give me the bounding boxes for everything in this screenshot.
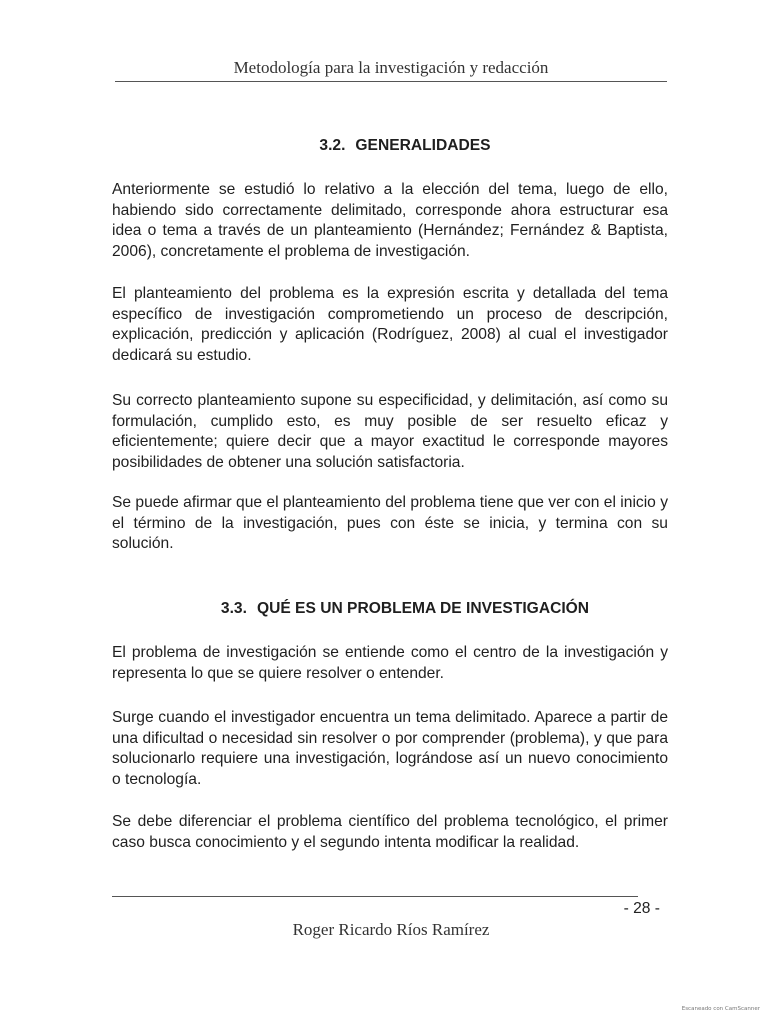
paragraph: Anteriormente se estudió lo relativo a la elección del tema, luego de ello, habiendo sido correctamente delimitado, corresponde ahora estructurar esa idea o tema a través de un planteamiento (Hernández; Fernández & Baptista, 2006), concretamente el problema de investigación. [112, 181, 668, 260]
footer-divider [112, 896, 638, 897]
paragraph: Se puede afirmar que el planteamiento del problema tiene que ver con el inicio y el término de la investigación, pues con éste se inicia, y termina con su solución. [112, 494, 668, 553]
section-title-text: QUÉ ES UN PROBLEMA DE INVESTIGACIÓN [256, 600, 590, 617]
paragraph: El planteamiento del problema es la expresión escrita y detallada del tema específico de investigación comprometiendo un proceso de descripción, explicación, predicción y aplicación (Rodríguez, 2008) al cual el investigador dedicará su estudio. [112, 285, 668, 364]
page-number: - 28 - [623, 900, 660, 917]
paragraph: Su correcto planteamiento supone su especificidad, y delimitación, así como su formulación, cumplido esto, es muy posible de ser resuelto eficaz y eficientemente; quiere decir que a mayor exactitud le corresponde mayores posibilidades de obtener una solución satisfactoria. [112, 392, 668, 471]
paragraph: El problema de investigación se entiende como el centro de la investigación y representa lo que se quiere resolver o entender. [112, 644, 668, 682]
section-title-text: GENERALIDADES [355, 137, 491, 154]
paragraph: Surge cuando el investigador encuentra un tema delimitado. Aparece a partir de una dificultad o necesidad sin resolver o por comprender (problema), y que para solucionarlo requiere una investigación, lográndose así un nuevo conocimiento o tecnología. [112, 709, 668, 788]
running-header: Metodología para la investigación y redacción [233, 58, 549, 77]
paragraph: Se debe diferenciar el problema científico del problema tecnológico, el primer caso busca conocimiento y el segundo intenta modificar la realidad. [112, 813, 668, 851]
section-heading-generalidades [112, 136, 668, 157]
section-number: 3.2. [319, 137, 346, 154]
header-divider [115, 81, 667, 82]
section-number: 3.3. [220, 600, 247, 617]
section-heading-problema [112, 599, 668, 620]
author-footer: Roger Ricardo Ríos Ramírez [292, 920, 490, 939]
scanner-watermark: Escaneado con CamScanner [681, 1006, 760, 1012]
